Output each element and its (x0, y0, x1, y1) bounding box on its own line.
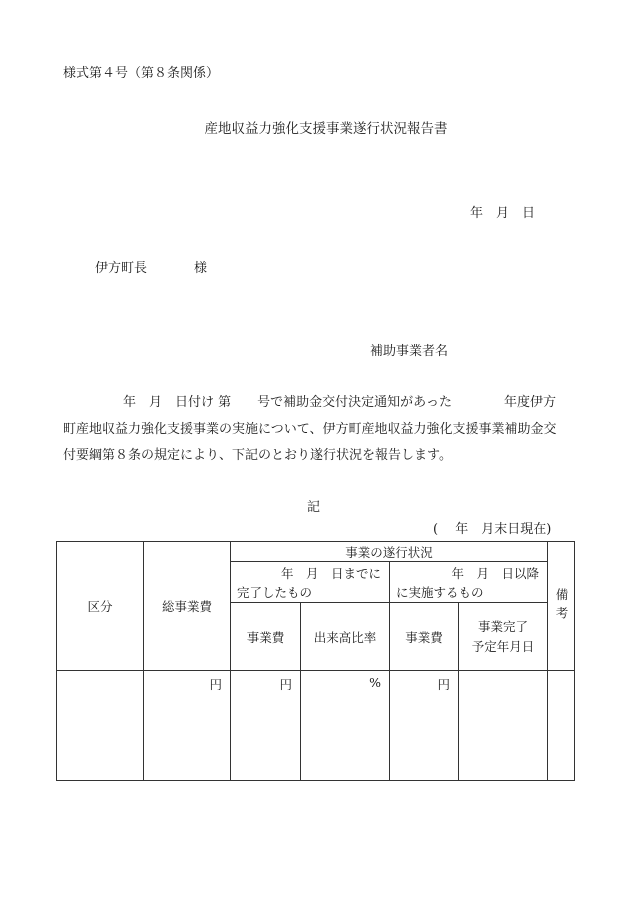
cell-cost-planned[interactable]: 円 (390, 671, 459, 781)
subheader-cost-planned: 事業費 (390, 603, 459, 671)
period1-date: 年 月 日までに (280, 566, 381, 581)
cell-progress-rate[interactable]: % (301, 671, 390, 781)
body-line-3: 付要綱第８条の規定により、下記のとおり遂行状況を報告します。 (63, 448, 452, 463)
subheader-completion-date (459, 603, 548, 671)
honorific: 様 (194, 261, 208, 276)
ki-heading: 記 (307, 500, 321, 515)
addressee (95, 261, 207, 277)
completion-line-2: 予定年月日 (471, 638, 535, 654)
header-total-cost: 総事業費 (144, 542, 231, 671)
period1-label: 完了したもの (237, 585, 313, 600)
cell-cost-completed[interactable]: 円 (231, 671, 301, 781)
period2-label: に実施するもの (396, 585, 484, 600)
applicant-label: 補助事業者名 (370, 344, 449, 359)
report-date: 年 月 日 (470, 206, 536, 221)
cell-remarks[interactable] (548, 671, 575, 781)
completion-line-1: 事業完了 (478, 618, 529, 634)
subheader-progress-rate: 出来高比率 (301, 603, 390, 671)
period2-date: 年 月 日以降 (451, 566, 540, 581)
header-remarks (548, 542, 575, 671)
status-table (56, 541, 575, 781)
cell-completion-date[interactable] (459, 671, 548, 781)
cell-total-cost[interactable]: 円 (144, 671, 231, 781)
form-number: 様式第４号（第８条関係） (63, 66, 220, 81)
body-line-1: 年 月 日付け 第 号で補助金交付決定通知があった 年度伊方 (123, 395, 557, 410)
header-period-planned (390, 562, 548, 603)
header-period-completed (231, 562, 390, 603)
as-of-date: ( 年 月末日現在) (433, 522, 552, 537)
subheader-cost-completed: 事業費 (231, 603, 301, 671)
body-paragraph (63, 390, 579, 470)
body-line-2: 町産地収益力強化支援事業の実施について、伊方町産地収益力強化支援事業補助金交 (63, 421, 557, 437)
header-category: 区分 (57, 542, 144, 671)
header-status: 事業の遂行状況 (231, 542, 548, 562)
cell-category[interactable] (57, 671, 144, 781)
document-title: 産地収益力強化支援事業遂行状況報告書 (204, 121, 448, 137)
remarks-label: 備考 (554, 587, 570, 625)
addressee-name: 伊方町長 (95, 261, 148, 276)
